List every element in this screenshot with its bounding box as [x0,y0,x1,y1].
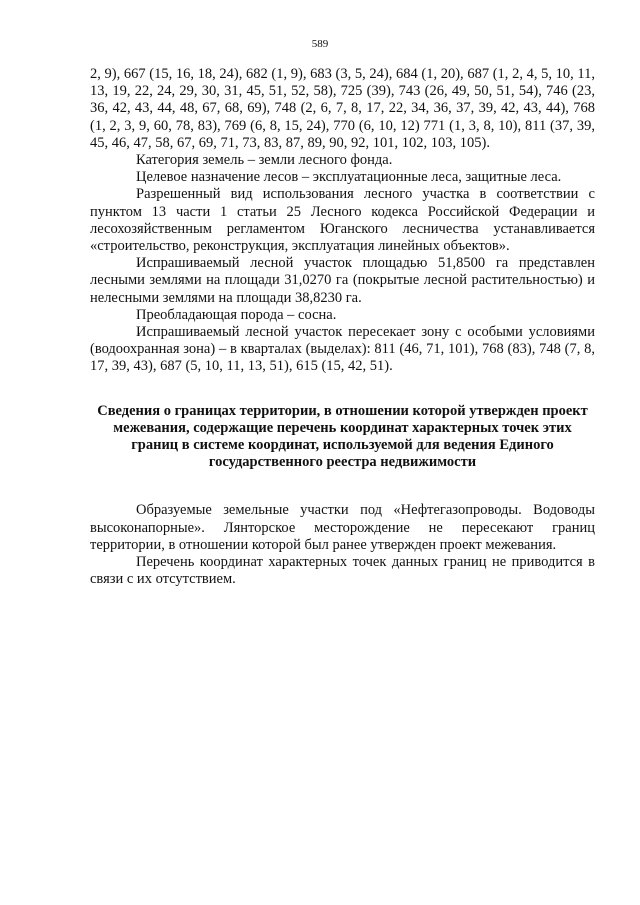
paragraph-land-category: Категория земель – земли лесного фонда. [136,152,393,169]
paragraph-forest-purpose: Целевое назначение лесов – эксплуатационные леса, защитные леса. [136,169,562,186]
paragraph-boundaries: Образуемые земельные участки под «Нефтегазопроводы. Водоводы высоконапорные». Лянторское месторождение не пересекают границ территории, в отношении которой был ранее утвержден проект межевания. [90,502,595,553]
page-number: 589 [311,38,329,50]
section-heading: Сведения о границах территории, в отношении которой утвержден проект межевания, содержащие перечень координат характерных точек этих границ в системе координат, используемой для ведения Единого государственного реестра недвижимости [97,402,588,471]
paragraph-special-zone: Испрашиваемый лесной участок пересекает зону с особыми условиями (водоохранная зона) – в кварталах (выделах): 811 (46, 71, 101), 768 (83), 748 (7, 8, 17, 39, 43), 687 (5, 10, 11, 13, 51), 615 (15, 42, 51). [90,324,595,375]
paragraph-area: Испрашиваемый лесной участок площадью 51,8500 га представлен лесными землями на площади 31,0270 га (покрытые лесной растительностью) и нелесными землями на площади 38,8230 га. [90,255,595,306]
document-body [90,66,595,588]
paragraph-quarters-continuation: 2, 9), 667 (15, 16, 18, 24), 682 (1, 9), 683 (3, 5, 24), 684 (1, 20), 687 (1, 2, 4, 5, 10, 11, 13, 19, 22, 24, 29, 30, 31, 45, 51, 52, 58), 725 (39), 743 (26, 49, 50, 51, 54), 746 (23, 36, 42, 43, 44, 48, 67, 68, 69), 748 (2, 6, 7, 8, 17, 22, 34, 36, 37, 39, 42, 43, 44), 768 (1, 2, 3, 9, 60, 78, 83), 769 (6, 8, 15, 24), 770 (6, 10, 12) 771 (1, 3, 8, 10), 811 (37, 39, 45, 46, 47, 58, 67, 69, 71, 73, 83, 87, 89, 90, 92, 101, 102, 103, 105). [90,66,595,151]
paragraph-coordinates-absent: Перечень координат характерных точек данных границ не приводится в связи с их отсутствием. [90,554,595,588]
paragraph-permitted-use: Разрешенный вид использования лесного участка в соответствии с пунктом 13 части 1 статьи 25 Лесного кодекса Российской Федерации и лесохозяйственным регламентом Юганского лесничества устанавливается «строительство, реконструкция, эксплуатация линейных объектов». [90,186,595,255]
paragraph-dominant-species: Преобладающая порода – сосна. [136,306,337,323]
